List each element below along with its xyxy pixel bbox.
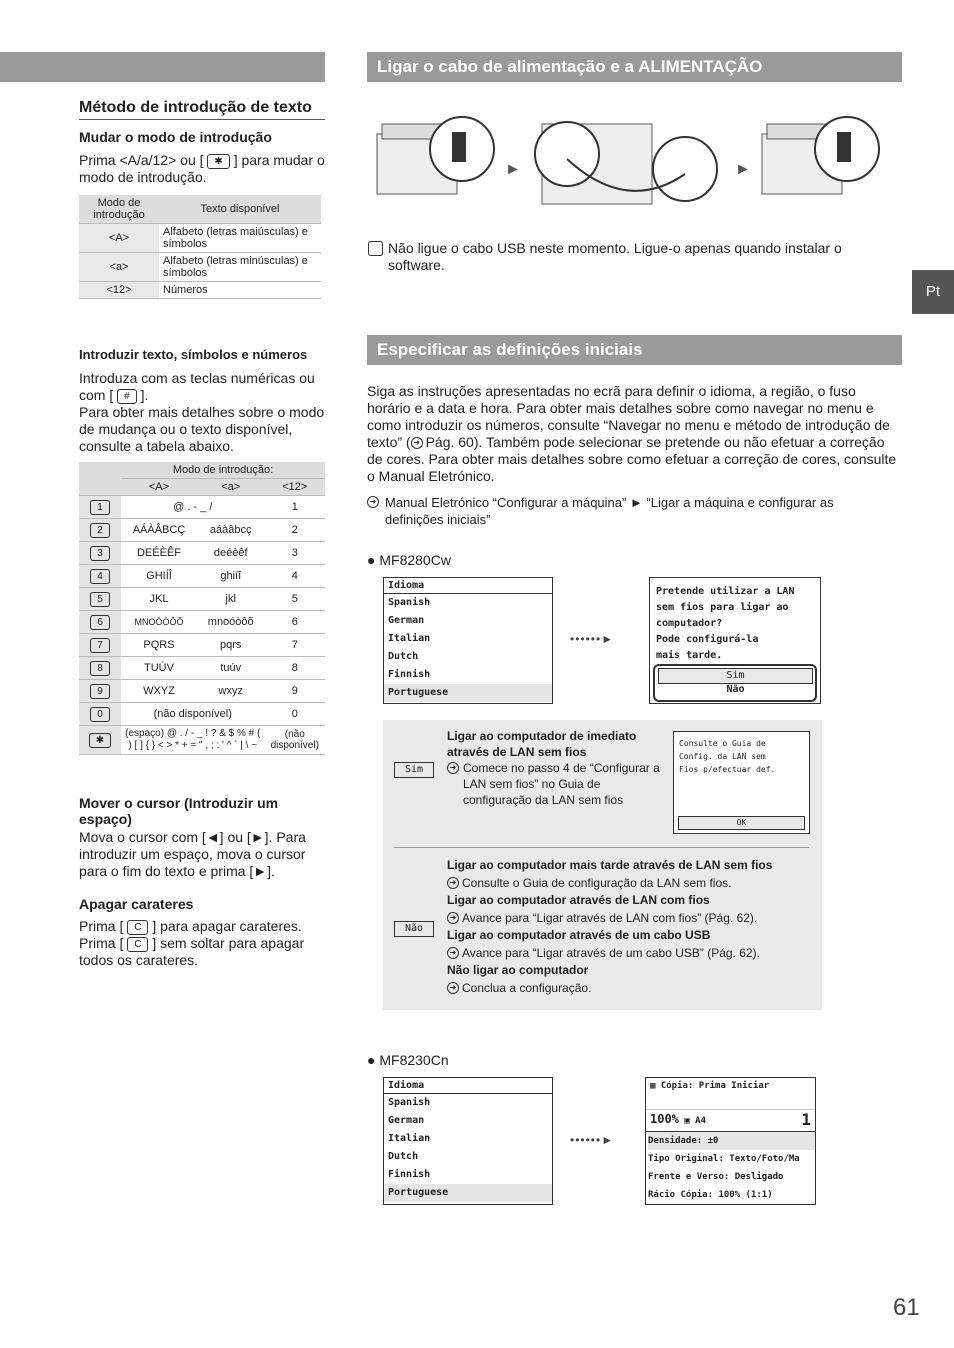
- arrow-icon: ►: [735, 161, 751, 178]
- power-switch-icon: [837, 132, 851, 162]
- manual-reference: ➜ Manual Eletrónico “Configurar a máquina” ► “Ligar a máquina e configurar as definições iniciais”: [367, 494, 867, 528]
- hash-key-icon: #: [117, 389, 137, 404]
- nao-button[interactable]: Não: [394, 921, 434, 937]
- input-mode-table: Modo de introdução Texto disponível <A> Alfabeto (letras maiúsculas) e símbolos <a> Alfabeto (letras minúsculas) e símbolos <12> Números: [79, 195, 321, 299]
- panel-divider: [394, 847, 809, 848]
- paper-icon: ▣: [684, 1116, 690, 1126]
- copy-screen: ▦ Cópia: Prima Iniciar 100% ▣ A4 1 Densidade: ±0 Tipo Original: Texto/Foto/Ma Frente e Verso: Desligado Rácio Cópia: 100% (1:1): [645, 1077, 816, 1205]
- lcd-nao-option[interactable]: Não: [726, 684, 745, 695]
- reference-icon: ➜: [411, 437, 423, 449]
- initial-settings-bar: Especificar as definições iniciais: [367, 335, 902, 365]
- usb-note: Não ligue o cabo USB neste momento. Ligue-o apenas quando instalar o software.: [368, 240, 858, 274]
- reference-icon: ➜: [447, 762, 459, 774]
- reference-icon: ➜: [447, 947, 459, 959]
- copy-icon: ▦: [650, 1081, 661, 1091]
- model-mf8230-label: ● MF8230Cn: [367, 1052, 449, 1068]
- outlet-icon: [653, 137, 717, 201]
- cursor-title: Mover o cursor (Introduzir um espaço): [79, 795, 279, 827]
- section-heading: Método de introdução de texto: [79, 99, 325, 120]
- star-key-icon: ✱: [207, 154, 229, 169]
- mode-change-title: Mudar o modo de introdução: [79, 129, 272, 145]
- reference-icon: ➜: [447, 912, 459, 924]
- clear-key-icon: C: [127, 937, 148, 952]
- lcd-ok-button[interactable]: OK: [678, 816, 805, 830]
- arrow-icon: ►: [505, 161, 521, 178]
- page-number: 61: [893, 1294, 920, 1321]
- lcd-sim-option[interactable]: Sim: [658, 668, 813, 684]
- initial-settings-text: Siga as instruções apresentadas no ecrã para definir o idioma, a região, o fuso horário e a data e hora. Para obter mais detalhes sobre como navegar no menu e como introduzir os números, consulte “Navegar no menu e método de introdução de texto” ( ➜ Pág. 60). Também pode selecionar se pretende ou não efetuar a correção de cores. Para obter mais detalhes sobre como efetuar a correção de cores, consulte o Manual Eletrónico.: [367, 383, 897, 484]
- reference-icon: ➜: [367, 496, 379, 508]
- delete-title: Apagar carateres: [79, 896, 194, 912]
- left-header-bar: [0, 52, 325, 82]
- language-tab[interactable]: Pt: [912, 270, 954, 314]
- cursor-text: Mova o cursor com [◄] ou [►]. Para introduzir um espaço, mova o cursor para o fim do texto e prima [►].: [79, 829, 306, 879]
- power-section-bar: Ligar o cabo de alimentação e a ALIMENTAÇÃO: [367, 52, 902, 82]
- guide-screen: Consulte o Guia de Config. da LAN sem Fios p/efectuar def. OK: [673, 731, 810, 834]
- flow-arrow-icon: ••••••►: [570, 632, 615, 646]
- delete-text: Prima [ C ] para apagar carateres. Prima [ C ] sem soltar para apagar todos os carateres.: [79, 918, 305, 968]
- language-screen: Idioma Spanish German Italian Dutch Finnish Portuguese: [383, 577, 553, 704]
- hand-icon: [368, 241, 383, 256]
- model-mf8280-label: ● MF8280Cw: [367, 552, 451, 568]
- reference-icon: ➜: [447, 877, 459, 889]
- flow-arrow-icon: ••••••►: [570, 1133, 615, 1147]
- character-table: Modo de introdução: <A> <a> <12> 1 @ . - _ / 1 2 AÁÀÂBCÇ aáàâbcç 2 3 DEÉÈÊF deéèêf 3 4 GHIÍÎ ghiíî 4 5 JKL jkl 5 6 MNOÓÒÔÕ mnoóòôõ 6 7 PQRS pqrs 7 8 TUÚV tuúv 8 9 WXYZ wxyz 9 0 (não disponível) 0 ✱ (espaço) @ . / - _ ! ? & $ % # ( ) [ ] { } < > * + = " , ; : ' ^ ` | \ ~ (não disponível): [79, 462, 325, 755]
- option-now: Ligar ao computador de imediato através de LAN sem fios ➜ Comece no passo 4 de “Configurar a LAN sem fios” no Guia de configuração da LAN sem fios: [447, 729, 660, 807]
- mode-change-text: Prima <A/a/12> ou [ ✱ ] para mudar o modo de introdução.: [79, 152, 325, 185]
- clear-key-icon: C: [127, 920, 148, 935]
- reference-icon: ➜: [447, 982, 459, 994]
- power-illustration: [367, 104, 902, 216]
- enter-text-body: Introduza com as teclas numéricas ou com [ # ]. Para obter mais detalhes sobre o modo de mudança ou o texto disponível, consulte a tabela abaixo.: [79, 370, 325, 454]
- language-screen-2: Idioma Spanish German Italian Dutch Finnish Portuguese: [383, 1077, 553, 1205]
- wireless-lan-screen: Pretende utilizar a LAN sem fios para ligar ao computador? Pode configurá-la mais tarde. Sim Não: [649, 577, 821, 704]
- option-later-list: Ligar ao computador mais tarde através de LAN sem fios ➜ Consulte o Guia de configuração da LAN sem fios. Ligar ao computador através de LAN com fios ➜ Avance para “Ligar através de LAN com fios” (Pág. 62). Ligar ao computador através de um cabo USB ➜ Avance para “Ligar através de um cabo USB” (Pág. 62). Não ligar ao computador ➜ Conclua a configuração.: [447, 858, 773, 995]
- sim-button[interactable]: Sim: [394, 762, 434, 778]
- enter-text-title: Introduzir texto, símbolos e números: [79, 347, 308, 362]
- power-switch-icon: [452, 132, 466, 162]
